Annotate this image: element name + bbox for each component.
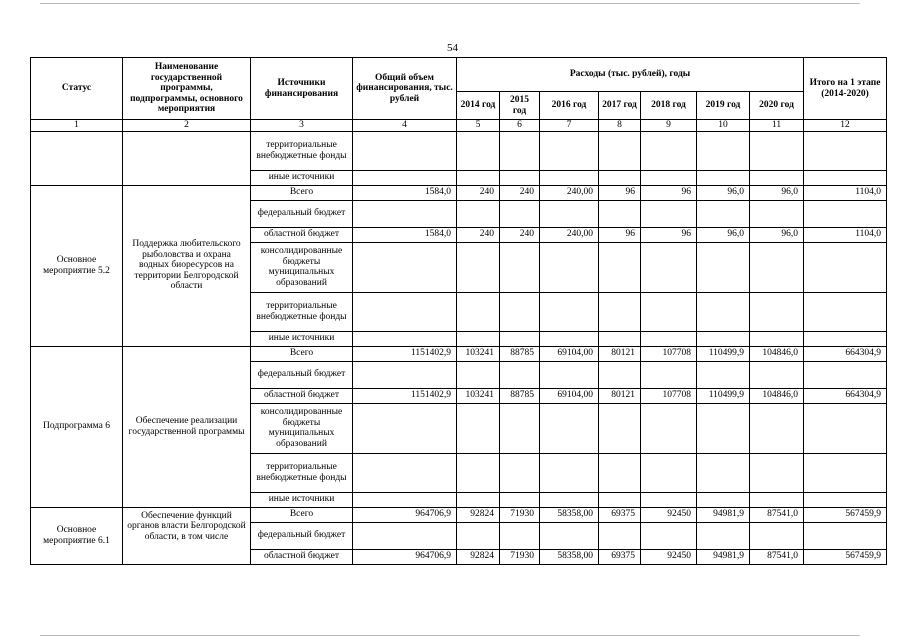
value-cell	[804, 403, 887, 453]
value-cell: 103241	[457, 346, 500, 361]
value-cell	[804, 292, 887, 331]
value-cell	[353, 170, 457, 185]
column-number: 7	[540, 120, 599, 132]
value-cell: 240	[457, 185, 500, 200]
value-cell: 96	[599, 227, 641, 242]
value-cell: 1104,0	[804, 185, 887, 200]
value-cell	[641, 522, 697, 549]
top-scan-edge	[40, 3, 860, 4]
value-cell: 80121	[599, 388, 641, 403]
source-cell: областной бюджет	[251, 227, 353, 242]
source-cell: федеральный бюджет	[251, 200, 353, 227]
header-year: 2018 год	[641, 92, 697, 120]
value-cell: 92824	[457, 507, 500, 522]
value-cell	[353, 292, 457, 331]
value-cell	[697, 170, 750, 185]
column-number: 2	[123, 120, 251, 132]
column-number: 1	[31, 120, 123, 132]
value-cell: 87541,0	[750, 549, 804, 564]
source-cell: Всего	[251, 185, 353, 200]
value-cell: 96	[599, 185, 641, 200]
value-cell	[457, 331, 500, 346]
value-cell	[353, 522, 457, 549]
value-cell: 240,00	[540, 227, 599, 242]
value-cell	[500, 292, 540, 331]
value-cell	[457, 492, 500, 507]
source-cell: территориальные внебюджетные фонды	[251, 292, 353, 331]
value-cell	[353, 492, 457, 507]
value-cell	[804, 453, 887, 492]
value-cell	[599, 331, 641, 346]
value-cell: 110499,9	[697, 346, 750, 361]
value-cell	[750, 361, 804, 388]
value-cell	[500, 492, 540, 507]
value-cell	[500, 131, 540, 170]
value-cell	[641, 242, 697, 292]
value-cell: 103241	[457, 388, 500, 403]
value-cell	[540, 200, 599, 227]
value-cell	[457, 242, 500, 292]
value-cell	[641, 492, 697, 507]
source-cell: консолидированные бюджеты муниципальных образований	[251, 403, 353, 453]
value-cell	[540, 242, 599, 292]
value-cell: 107708	[641, 388, 697, 403]
value-cell	[804, 522, 887, 549]
column-number: 11	[750, 120, 804, 132]
value-cell	[641, 453, 697, 492]
value-cell: 94981,9	[697, 549, 750, 564]
column-number: 3	[251, 120, 353, 132]
value-cell	[750, 292, 804, 331]
header-year: 2015 год	[500, 92, 540, 120]
value-cell: 104846,0	[750, 388, 804, 403]
value-cell	[353, 453, 457, 492]
value-cell	[500, 331, 540, 346]
value-cell	[599, 403, 641, 453]
value-cell	[500, 403, 540, 453]
value-cell	[641, 331, 697, 346]
value-cell	[500, 200, 540, 227]
column-number: 10	[697, 120, 750, 132]
value-cell	[599, 292, 641, 331]
value-cell	[540, 453, 599, 492]
value-cell	[599, 170, 641, 185]
value-cell: 71930	[500, 507, 540, 522]
value-cell: 1151402,9	[353, 388, 457, 403]
value-cell: 80121	[599, 346, 641, 361]
value-cell	[500, 453, 540, 492]
value-cell: 88785	[500, 346, 540, 361]
header-year: 2020 год	[750, 92, 804, 120]
value-cell	[804, 200, 887, 227]
name-cell: Обеспечение функций органов власти Белгородской области, в том числе	[123, 507, 251, 564]
value-cell: 58358,00	[540, 507, 599, 522]
bottom-scan-edge	[40, 635, 860, 636]
value-cell	[540, 492, 599, 507]
value-cell: 69104,00	[540, 346, 599, 361]
value-cell	[457, 292, 500, 331]
header-stage-total: Итого на 1 этапе (2014-2020)	[804, 58, 887, 120]
value-cell: 567459,9	[804, 507, 887, 522]
source-cell: иные источники	[251, 331, 353, 346]
value-cell	[750, 131, 804, 170]
value-cell	[500, 522, 540, 549]
source-cell: федеральный бюджет	[251, 361, 353, 388]
value-cell: 240	[457, 227, 500, 242]
value-cell	[457, 403, 500, 453]
value-cell	[641, 292, 697, 331]
source-cell: областной бюджет	[251, 549, 353, 564]
header-year: 2014 год	[457, 92, 500, 120]
column-number: 6	[500, 120, 540, 132]
source-cell: территориальные внебюджетные фонды	[251, 131, 353, 170]
value-cell: 69375	[599, 549, 641, 564]
column-number-row	[31, 120, 887, 132]
value-cell	[804, 492, 887, 507]
value-cell	[599, 361, 641, 388]
value-cell	[641, 131, 697, 170]
value-cell	[641, 361, 697, 388]
value-cell	[500, 242, 540, 292]
value-cell	[457, 361, 500, 388]
value-cell: 87541,0	[750, 507, 804, 522]
header-year: 2017 год	[599, 92, 641, 120]
column-number: 9	[641, 120, 697, 132]
column-number: 12	[804, 120, 887, 132]
value-cell	[540, 403, 599, 453]
value-cell	[457, 200, 500, 227]
value-cell: 964706,9	[353, 549, 457, 564]
value-cell	[353, 242, 457, 292]
source-cell: иные источники	[251, 170, 353, 185]
table-row	[31, 507, 887, 522]
value-cell	[804, 331, 887, 346]
budget-table	[30, 57, 887, 565]
value-cell: 664304,9	[804, 388, 887, 403]
table-row	[31, 185, 887, 200]
value-cell	[750, 403, 804, 453]
value-cell	[500, 170, 540, 185]
value-cell: 1584,0	[353, 227, 457, 242]
value-cell	[540, 292, 599, 331]
value-cell	[750, 200, 804, 227]
column-number: 5	[457, 120, 500, 132]
value-cell: 240	[500, 185, 540, 200]
header-total: Общий объем финансирования, тыс. рублей	[353, 58, 457, 120]
value-cell	[750, 170, 804, 185]
value-cell	[599, 242, 641, 292]
value-cell	[540, 131, 599, 170]
source-cell: Всего	[251, 507, 353, 522]
value-cell	[750, 331, 804, 346]
value-cell	[641, 403, 697, 453]
value-cell	[697, 131, 750, 170]
value-cell: 69375	[599, 507, 641, 522]
value-cell: 92824	[457, 549, 500, 564]
value-cell: 1151402,9	[353, 346, 457, 361]
value-cell	[353, 331, 457, 346]
header-expenses: Расходы (тыс. рублей), годы	[457, 58, 804, 92]
value-cell	[750, 522, 804, 549]
value-cell: 96,0	[750, 227, 804, 242]
value-cell	[540, 170, 599, 185]
value-cell: 92450	[641, 549, 697, 564]
value-cell: 94981,9	[697, 507, 750, 522]
column-number: 4	[353, 120, 457, 132]
value-cell	[599, 453, 641, 492]
value-cell: 107708	[641, 346, 697, 361]
value-cell	[599, 492, 641, 507]
value-cell: 96	[641, 185, 697, 200]
value-cell	[697, 492, 750, 507]
value-cell: 110499,9	[697, 388, 750, 403]
header-name: Наименование государственной программы, подпрограммы, основного мероприятия	[123, 58, 251, 120]
value-cell: 96,0	[697, 185, 750, 200]
status-cell: Основное мероприятие 5.2	[31, 185, 123, 346]
table-row	[31, 131, 887, 170]
value-cell	[697, 403, 750, 453]
status-cell: Основное мероприятие 6.1	[31, 507, 123, 564]
table-row	[31, 346, 887, 361]
value-cell	[540, 522, 599, 549]
source-cell: территориальные внебюджетные фонды	[251, 453, 353, 492]
value-cell	[804, 131, 887, 170]
value-cell	[697, 331, 750, 346]
value-cell: 240	[500, 227, 540, 242]
value-cell	[457, 453, 500, 492]
value-cell: 88785	[500, 388, 540, 403]
source-cell: Всего	[251, 346, 353, 361]
value-cell: 240,00	[540, 185, 599, 200]
value-cell: 964706,9	[353, 507, 457, 522]
value-cell: 96,0	[697, 227, 750, 242]
value-cell: 92450	[641, 507, 697, 522]
value-cell: 104846,0	[750, 346, 804, 361]
value-cell	[353, 403, 457, 453]
value-cell	[697, 292, 750, 331]
value-cell	[750, 492, 804, 507]
value-cell	[599, 131, 641, 170]
value-cell	[457, 170, 500, 185]
value-cell	[353, 361, 457, 388]
value-cell	[641, 200, 697, 227]
header-year: 2016 год	[540, 92, 599, 120]
value-cell	[540, 331, 599, 346]
status-cell	[31, 131, 123, 185]
name-cell: Поддержка любительского рыболовства и охрана водных биоресурсов на территории Белгородской области	[123, 185, 251, 346]
value-cell	[599, 522, 641, 549]
column-number: 8	[599, 120, 641, 132]
value-cell	[804, 361, 887, 388]
source-cell: консолидированные бюджеты муниципальных образований	[251, 242, 353, 292]
value-cell	[641, 170, 697, 185]
name-cell	[123, 131, 251, 185]
value-cell	[353, 200, 457, 227]
table-body	[31, 131, 887, 564]
value-cell	[697, 453, 750, 492]
value-cell	[804, 170, 887, 185]
value-cell: 96,0	[750, 185, 804, 200]
value-cell: 69104,00	[540, 388, 599, 403]
value-cell	[457, 522, 500, 549]
value-cell: 567459,9	[804, 549, 887, 564]
value-cell	[697, 361, 750, 388]
value-cell	[697, 200, 750, 227]
value-cell	[540, 361, 599, 388]
value-cell: 58358,00	[540, 549, 599, 564]
value-cell	[457, 131, 500, 170]
status-cell: Подпрограмма 6	[31, 346, 123, 507]
header-year: 2019 год	[697, 92, 750, 120]
value-cell	[804, 242, 887, 292]
value-cell: 96	[641, 227, 697, 242]
header-sources: Источники финансирования	[251, 58, 353, 120]
value-cell	[750, 242, 804, 292]
value-cell	[353, 131, 457, 170]
source-cell: областной бюджет	[251, 388, 353, 403]
source-cell: федеральный бюджет	[251, 522, 353, 549]
value-cell	[697, 522, 750, 549]
source-cell: иные источники	[251, 492, 353, 507]
name-cell: Обеспечение реализации государственной программы	[123, 346, 251, 507]
page-number: 54	[447, 42, 458, 54]
header-status: Статус	[31, 58, 123, 120]
value-cell	[697, 242, 750, 292]
value-cell	[500, 361, 540, 388]
value-cell: 71930	[500, 549, 540, 564]
value-cell: 1584,0	[353, 185, 457, 200]
value-cell	[750, 453, 804, 492]
value-cell	[599, 200, 641, 227]
value-cell: 664304,9	[804, 346, 887, 361]
value-cell: 1104,0	[804, 227, 887, 242]
